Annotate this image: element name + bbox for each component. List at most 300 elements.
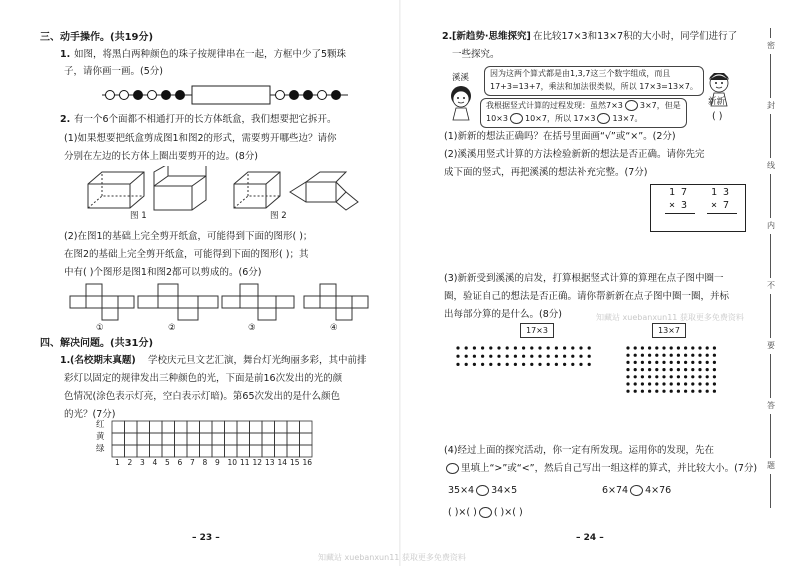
dot [655, 368, 658, 371]
light-cell[interactable] [300, 445, 313, 457]
dot [538, 355, 541, 358]
light-cell[interactable] [187, 445, 200, 457]
dot [684, 361, 687, 364]
dot [684, 354, 687, 357]
net-label-1: ① [96, 323, 104, 333]
dot [684, 382, 687, 385]
dot [634, 382, 637, 385]
white-bead [276, 91, 285, 100]
q3-line1: 学校庆元旦文艺汇演，舞台灯光绚丽多彩，其中前排 [148, 355, 367, 366]
dot [481, 363, 484, 366]
calc1-rule [665, 213, 695, 214]
right-page [400, 0, 800, 566]
dot [634, 361, 637, 364]
dot [677, 382, 680, 385]
dot [506, 363, 509, 366]
dot [662, 354, 665, 357]
dot [691, 354, 694, 357]
seal-char-8: 题 [763, 458, 779, 474]
compare-circle-1[interactable] [625, 100, 638, 111]
dot [670, 361, 673, 364]
dot [684, 346, 687, 349]
net-label-3: ③ [248, 323, 256, 333]
answer-paren[interactable]: ( ) [712, 111, 723, 122]
dot [530, 346, 533, 349]
dot [655, 390, 658, 393]
q2-part1-line2: 分别在左边的长方体上圈出要剪开的边。(8分) [64, 151, 258, 162]
dot [626, 368, 629, 371]
dots-label-2 [652, 322, 686, 341]
dot [713, 368, 716, 371]
seal-char-2: 封 [763, 98, 779, 114]
light-cell[interactable] [162, 421, 175, 433]
light-cell[interactable] [250, 433, 263, 445]
cuboid-left-2[interactable] [234, 172, 280, 208]
dots-label-1 [520, 322, 554, 341]
girl-name: 溪溪 [452, 73, 470, 83]
light-cell[interactable] [250, 445, 263, 457]
dot [530, 355, 533, 358]
dot [571, 355, 574, 358]
light-cell[interactable] [212, 445, 225, 457]
dots-label-2-text: 13×7 [652, 323, 686, 338]
light-cell[interactable] [200, 433, 213, 445]
expr-2-right: 4×76 [645, 485, 672, 496]
seal-char-7: 答 [763, 398, 779, 414]
missing-beads-box[interactable] [192, 86, 270, 104]
calc1-bottom: × 3 [669, 200, 688, 211]
dot [648, 368, 651, 371]
dot [571, 346, 574, 349]
dot [677, 354, 680, 357]
dot [456, 346, 459, 349]
light-grid [110, 420, 320, 458]
q2-part1-line1: (1)如果想要把纸盒剪成图1和图2的形式，需要剪开哪些边？请你 [64, 133, 337, 144]
light-cell[interactable] [275, 433, 288, 445]
column-number: 8 [202, 458, 208, 467]
light-cell[interactable] [300, 421, 313, 433]
seal-line-sidebar [757, 28, 785, 508]
dot [641, 390, 644, 393]
dot [506, 355, 509, 358]
dot [691, 390, 694, 393]
dot [706, 390, 709, 393]
dot [655, 354, 658, 357]
black-bead [162, 91, 171, 100]
black-bead [332, 91, 341, 100]
q3-line2: 彩灯以固定的规律发出三种颜色的光，下面是前16次发出的光的颜 [64, 373, 343, 384]
bubble2-line2-part3: 13×7。 [612, 113, 643, 123]
dot [641, 375, 644, 378]
dot [481, 355, 484, 358]
dot [547, 363, 550, 366]
white-bead [106, 91, 115, 100]
dot [530, 363, 533, 366]
dot-grid-13x7[interactable] [624, 344, 724, 444]
dot [522, 355, 525, 358]
calc2-rule [707, 213, 737, 214]
dot [497, 355, 500, 358]
light-cell[interactable] [175, 445, 188, 457]
dot [563, 346, 566, 349]
q3-line3: 色情况(涂色表示灯亮，空白表示灯暗)。第65次发出的是什么颜色 [64, 391, 341, 402]
dot [473, 346, 476, 349]
light-cell[interactable] [200, 445, 213, 457]
light-cell[interactable] [287, 433, 300, 445]
seal-char-3: 线 [763, 158, 779, 174]
dot [691, 368, 694, 371]
light-cell[interactable] [150, 445, 163, 457]
white-bead [120, 91, 129, 100]
dot [641, 354, 644, 357]
dot [706, 375, 709, 378]
r-part4-line1: (4)经过上面的探究活动，你一定有所发现。运用你的发现，先在 [444, 445, 714, 456]
light-cell[interactable] [287, 445, 300, 457]
light-cell[interactable] [187, 421, 200, 433]
light-cell[interactable] [250, 421, 263, 433]
light-cell[interactable] [275, 445, 288, 457]
dot [662, 368, 665, 371]
dot [670, 375, 673, 378]
dot [489, 355, 492, 358]
dot [641, 361, 644, 364]
light-cell[interactable] [237, 445, 250, 457]
expr-2-circle[interactable] [630, 485, 643, 496]
compare-circle-2[interactable] [510, 113, 523, 124]
dot [713, 375, 716, 378]
light-cell[interactable] [125, 421, 138, 433]
net-1[interactable] [70, 284, 134, 320]
dot [465, 355, 468, 358]
dot [626, 361, 629, 364]
light-cell[interactable] [162, 445, 175, 457]
light-cell[interactable] [137, 433, 150, 445]
calc2-bottom: × 7 [711, 200, 730, 211]
dot [514, 355, 517, 358]
dot [473, 355, 476, 358]
dot [662, 361, 665, 364]
column-number: 9 [215, 458, 220, 467]
dot [691, 382, 694, 385]
dot [662, 390, 665, 393]
light-cell[interactable] [262, 421, 275, 433]
dot [706, 361, 709, 364]
dot [662, 375, 665, 378]
dot [648, 346, 651, 349]
figure-1-label: 图 1 [130, 211, 147, 221]
dot [497, 346, 500, 349]
dot [677, 390, 680, 393]
light-cell[interactable] [162, 433, 175, 445]
net-label-2: ② [168, 323, 176, 333]
dot [634, 346, 637, 349]
dot [514, 363, 517, 366]
dot [706, 382, 709, 385]
footer-watermark: 知藏站 xuebanxun11 获取更多免费资料 [318, 553, 466, 562]
light-cell[interactable] [150, 421, 163, 433]
light-cell[interactable] [262, 433, 275, 445]
expr-3 [448, 504, 523, 523]
dot [648, 390, 651, 393]
compare-circle-3[interactable] [597, 113, 610, 124]
dot [626, 375, 629, 378]
expr-1 [448, 482, 517, 501]
light-cell[interactable] [175, 433, 188, 445]
bubble2-line2-part2: 10×7，所以 17×3 [524, 113, 596, 123]
expr-1-left: 35×4 [448, 485, 475, 496]
dot [691, 375, 694, 378]
figure-2-unfolded-box [290, 172, 358, 210]
column-number: 13 [265, 458, 275, 467]
expr-3-right[interactable]: ( )×( ) [493, 507, 523, 518]
dot [706, 346, 709, 349]
dot [626, 354, 629, 357]
dot [522, 363, 525, 366]
dot [555, 346, 558, 349]
row-label-red: 红 [96, 420, 105, 430]
r-q2-line1: 在比较17×3和13×7积的大小时，同学们进行了 [533, 31, 738, 42]
r-part2-line2: 成下面的竖式，再把溪溪的想法补充完整。(7分) [444, 167, 648, 178]
dot [706, 354, 709, 357]
dot [588, 346, 591, 349]
net-4[interactable] [304, 284, 368, 320]
net-label-4: ④ [330, 323, 338, 333]
dot [670, 354, 673, 357]
dot [634, 390, 637, 393]
dot [555, 363, 558, 366]
light-cell[interactable] [137, 421, 150, 433]
dot [655, 346, 658, 349]
column-number: 6 [177, 458, 183, 467]
dot [691, 346, 694, 349]
light-cell[interactable] [112, 445, 125, 457]
column-number: 12 [252, 458, 263, 467]
net-2[interactable] [138, 284, 218, 320]
dot [684, 390, 687, 393]
dot [698, 375, 701, 378]
column-number: 1 [115, 458, 120, 467]
light-cell[interactable] [112, 433, 125, 445]
dot [579, 346, 582, 349]
dot [677, 361, 680, 364]
dot [706, 368, 709, 371]
dot [626, 382, 629, 385]
r-q2-number: 2. [442, 31, 453, 42]
q2-text: 有一个6个面都不相通打开的长方体纸盒，我们想要把它拆开。 [74, 114, 337, 125]
dot-grid-17x3[interactable] [454, 344, 604, 384]
dot [713, 382, 716, 385]
dot [555, 355, 558, 358]
black-bead [290, 91, 299, 100]
dot [634, 368, 637, 371]
dot [588, 363, 591, 366]
light-cell[interactable] [275, 421, 288, 433]
calc1-top: 1 7 [669, 187, 688, 198]
dot [489, 363, 492, 366]
row-label-green: 绿 [96, 444, 105, 454]
dot [641, 382, 644, 385]
dot [563, 355, 566, 358]
black-bead [304, 91, 313, 100]
dot [677, 368, 680, 371]
q2-part2-line1: (2)在图1的基础上完全剪开纸盒，可能得到下面的图形( )； [64, 231, 313, 242]
dot [547, 355, 550, 358]
dot [481, 346, 484, 349]
column-number: 10 [227, 458, 238, 467]
dot [648, 354, 651, 357]
q3-tag: (名校期末真题) [70, 355, 136, 366]
dot [634, 354, 637, 357]
dot [641, 346, 644, 349]
q2-number: 2. [60, 114, 71, 125]
light-cell[interactable] [200, 421, 213, 433]
figure-1-open-box [154, 166, 206, 210]
seal-char-5: 不 [763, 278, 779, 294]
dot [655, 361, 658, 364]
light-cell[interactable] [175, 421, 188, 433]
dot [662, 382, 665, 385]
cuboid-left-1[interactable] [88, 172, 144, 208]
dot [713, 390, 716, 393]
dot [677, 375, 680, 378]
q3-line4: 的光？(7分) [64, 409, 116, 420]
box-figures [84, 166, 384, 218]
column-number: 16 [302, 458, 313, 467]
expr-1-right: 34×5 [491, 485, 518, 496]
dot [489, 346, 492, 349]
expr-3-circle[interactable] [479, 507, 492, 518]
expr-2-left: 6×74 [602, 485, 629, 496]
dot [547, 346, 550, 349]
part4-intro-circle [446, 463, 459, 474]
q2-part2-line3: 中有( )个图形是图1和图2都可以剪成的。(6分) [64, 267, 262, 278]
row-label-yellow: 黄 [96, 432, 105, 442]
black-bead [134, 91, 143, 100]
seal-char-1: 密 [763, 38, 779, 54]
dot [588, 355, 591, 358]
r-part3-line1: (3)新新受到溪溪的启发，打算根据竖式计算的算理在点子图中圈一 [444, 273, 724, 284]
q1-text-line1: 如图，将黑白两种颜色的珠子按规律串在一起，方框中少了5颗珠 [74, 49, 347, 60]
expr-2 [602, 482, 671, 501]
dot [538, 346, 541, 349]
dot [698, 354, 701, 357]
bubble1-line1: 因为这两个算式都是由1,3,7这三个数字组成，而且 [490, 69, 671, 78]
r-part3-line2: 圈，验证自己的想法是否正确。请你帮新新在点子图中圈一圈，并标 [444, 291, 730, 302]
dot [456, 363, 459, 366]
expr-3-left[interactable]: ( )×( ) [448, 507, 477, 518]
bubble2-line2 [486, 113, 681, 126]
light-cell[interactable] [137, 445, 150, 457]
dot [684, 375, 687, 378]
dot [698, 390, 701, 393]
dot [465, 363, 468, 366]
light-cell[interactable] [287, 421, 300, 433]
section-4-title: 四、解决问题。(共31分) [40, 338, 154, 349]
dot [634, 375, 637, 378]
column-number: 14 [277, 458, 288, 467]
light-cell[interactable] [225, 433, 238, 445]
column-number: 5 [165, 458, 170, 467]
bubble2-line1 [486, 100, 681, 113]
calc2-top: 1 3 [711, 187, 730, 198]
expr-1-circle[interactable] [476, 485, 489, 496]
dot [473, 363, 476, 366]
light-cell[interactable] [212, 433, 225, 445]
dot [691, 361, 694, 364]
bubble2-line1-part1: 我根据竖式计算的过程发现：虽然7×3 [486, 101, 623, 110]
dot [648, 375, 651, 378]
light-cell[interactable] [225, 445, 238, 457]
dot [626, 390, 629, 393]
dot [571, 363, 574, 366]
girl-avatar [444, 82, 478, 122]
light-cell[interactable] [112, 421, 125, 433]
dot [648, 361, 651, 364]
dot [662, 346, 665, 349]
dot [684, 368, 687, 371]
light-cell[interactable] [300, 433, 313, 445]
q2-part2-line2: 在图2的基础上完全剪开纸盒，可能得到下面的图形( )；其 [64, 249, 309, 260]
dot [698, 346, 701, 349]
light-cell[interactable] [125, 445, 138, 457]
bubble1-line2: 17+3=13+7，乘法和加法很类似，所以 17×3=13×7。 [490, 81, 698, 91]
dot [713, 354, 716, 357]
dot [514, 346, 517, 349]
light-cell[interactable] [187, 433, 200, 445]
bead-string[interactable] [100, 84, 350, 106]
page-number-left: – 23 – [192, 533, 220, 543]
seal-char-4: 内 [763, 218, 779, 234]
watermark-mid: 知藏站 xuebanxun11 获取更多免费资料 [596, 313, 744, 322]
dot [506, 346, 509, 349]
bubble2-line1-part2: 3×7，但是 [639, 101, 681, 110]
light-cell[interactable] [237, 421, 250, 433]
dot [698, 382, 701, 385]
dot [670, 390, 673, 393]
light-grid-column-numbers [110, 458, 320, 470]
dot [579, 355, 582, 358]
light-cell[interactable] [262, 445, 275, 457]
dot [655, 382, 658, 385]
figure-2-label: 图 2 [270, 211, 287, 221]
vertical-calc-box[interactable] [650, 184, 746, 232]
net-3[interactable] [222, 284, 294, 320]
column-number: 11 [240, 458, 250, 467]
dot [713, 361, 716, 364]
r-part3-line3: 出每部分算的是什么。(8分) [444, 309, 562, 320]
light-cell[interactable] [212, 421, 225, 433]
seal-char-6: 要 [763, 338, 779, 354]
dot [670, 382, 673, 385]
r-part4-line2-text: 里填上“>”或“<”，然后自己写出一组这样的算式，并比较大小。(7分) [461, 463, 758, 474]
boy-name: 新新 [708, 97, 726, 107]
light-cell[interactable] [125, 433, 138, 445]
light-cell[interactable] [237, 433, 250, 445]
dots-label-1-text: 17×3 [520, 323, 554, 338]
section-3-title: 三、动手操作。(共19分) [40, 32, 154, 43]
white-bead [148, 91, 157, 100]
dot [698, 361, 701, 364]
light-cell[interactable] [225, 421, 238, 433]
dot [713, 346, 716, 349]
column-number: 4 [152, 458, 158, 467]
dot [522, 346, 525, 349]
page-number-right: – 24 – [576, 533, 604, 543]
r-part1: (1)新新的想法正确吗？在括号里面画“√”或“×”。(2分) [444, 131, 676, 142]
light-cell[interactable] [150, 433, 163, 445]
dot [641, 368, 644, 371]
dot [648, 382, 651, 385]
